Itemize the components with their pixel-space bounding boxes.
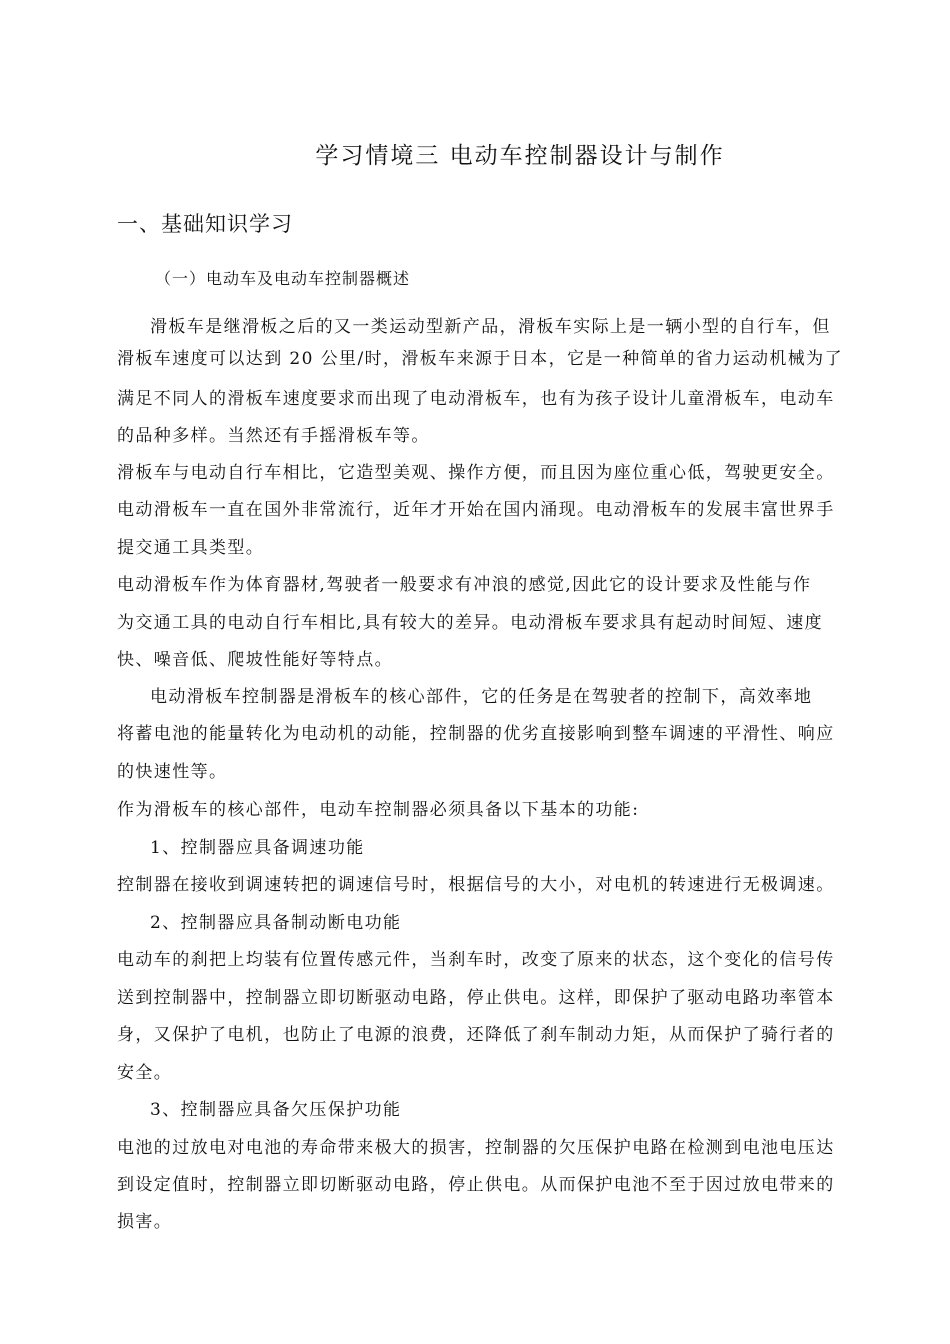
- paragraph-line: 到设定值时，控制器立即切断驱动电路，停止供电。从而保护电池不至于因过放电带来的: [117, 1175, 835, 1195]
- page-title: 学习情境三 电动车控制器设计与制作: [315, 143, 725, 169]
- paragraph-line: 满足不同人的滑板车速度要求而出现了电动滑板车，也有为孩子设计儿童滑板车，电动车: [117, 389, 835, 409]
- subsection-heading: （一）电动车及电动车控制器概述: [155, 269, 411, 288]
- paragraph-line: 电动滑板车作为体育器材,驾驶者一般要求有冲浪的感觉,因此它的设计要求及性能与作: [117, 575, 812, 595]
- paragraph-line: 电动滑板车一直在国外非常流行，近年才开始在国内涌现。电动滑板车的发展丰富世界手: [117, 500, 835, 520]
- paragraph-line: 控制器在接收到调速转把的调速信号时，根据信号的大小，对电机的转速进行无极调速。: [117, 875, 835, 895]
- paragraph-line: 损害。: [117, 1212, 173, 1232]
- paragraph-line: 提交通工具类型。: [117, 538, 265, 558]
- list-item-heading: 2、控制器应具备制动断电功能: [150, 913, 402, 933]
- paragraph-line: 电动车的刹把上均装有位置传感元件，当刹车时，改变了原来的状态，这个变化的信号传: [117, 950, 835, 970]
- paragraph-line: 的品种多样。当然还有手摇滑板车等。: [117, 426, 430, 446]
- paragraph-line: 滑板车速度可以达到 20 公里/时，滑板车来源于日本，它是一种简单的省力运动机械为了: [117, 349, 843, 369]
- paragraph-line: 为交通工具的电动自行车相比,具有较大的差异。电动滑板车要求具有起动时间短、速度: [117, 613, 824, 633]
- paragraph-line: 安全。: [117, 1063, 173, 1083]
- paragraph-line: 滑板车是继滑板之后的又一类运动型新产品，滑板车实际上是一辆小型的自行车，但: [150, 317, 831, 337]
- paragraph-line: 将蓄电池的能量转化为电动机的动能，控制器的优劣直接影响到整车调速的平滑性、响应: [117, 724, 835, 744]
- paragraph-line: 的快速性等。: [117, 762, 228, 782]
- paragraph-line: 送到控制器中，控制器立即切断驱动电路，停止供电。这样，即保护了驱动电路功率管本: [117, 988, 835, 1008]
- list-item-heading: 3、控制器应具备欠压保护功能: [150, 1100, 402, 1120]
- paragraph-line: 作为滑板车的核心部件，电动车控制器必须具备以下基本的功能:: [117, 800, 640, 820]
- paragraph-line: 电动滑板车控制器是滑板车的核心部件，它的任务是在驾驶者的控制下，高效率地: [150, 687, 813, 707]
- list-item-heading: 1、控制器应具备调速功能: [150, 838, 365, 858]
- paragraph-line: 身，又保护了电机，也防止了电源的浪费，还降低了刹车制动力矩，从而保护了骑行者的: [117, 1025, 835, 1045]
- section-heading: 一、基础知识学习: [117, 212, 293, 236]
- paragraph-line: 滑板车与电动自行车相比，它造型美观、操作方便，而且因为座位重心低，驾驶更安全。: [117, 463, 835, 483]
- paragraph-line: 快、噪音低、爬坡性能好等特点。: [117, 650, 393, 670]
- paragraph-line: 电池的过放电对电池的寿命带来极大的损害，控制器的欠压保护电路在检测到电池电压达: [117, 1138, 835, 1158]
